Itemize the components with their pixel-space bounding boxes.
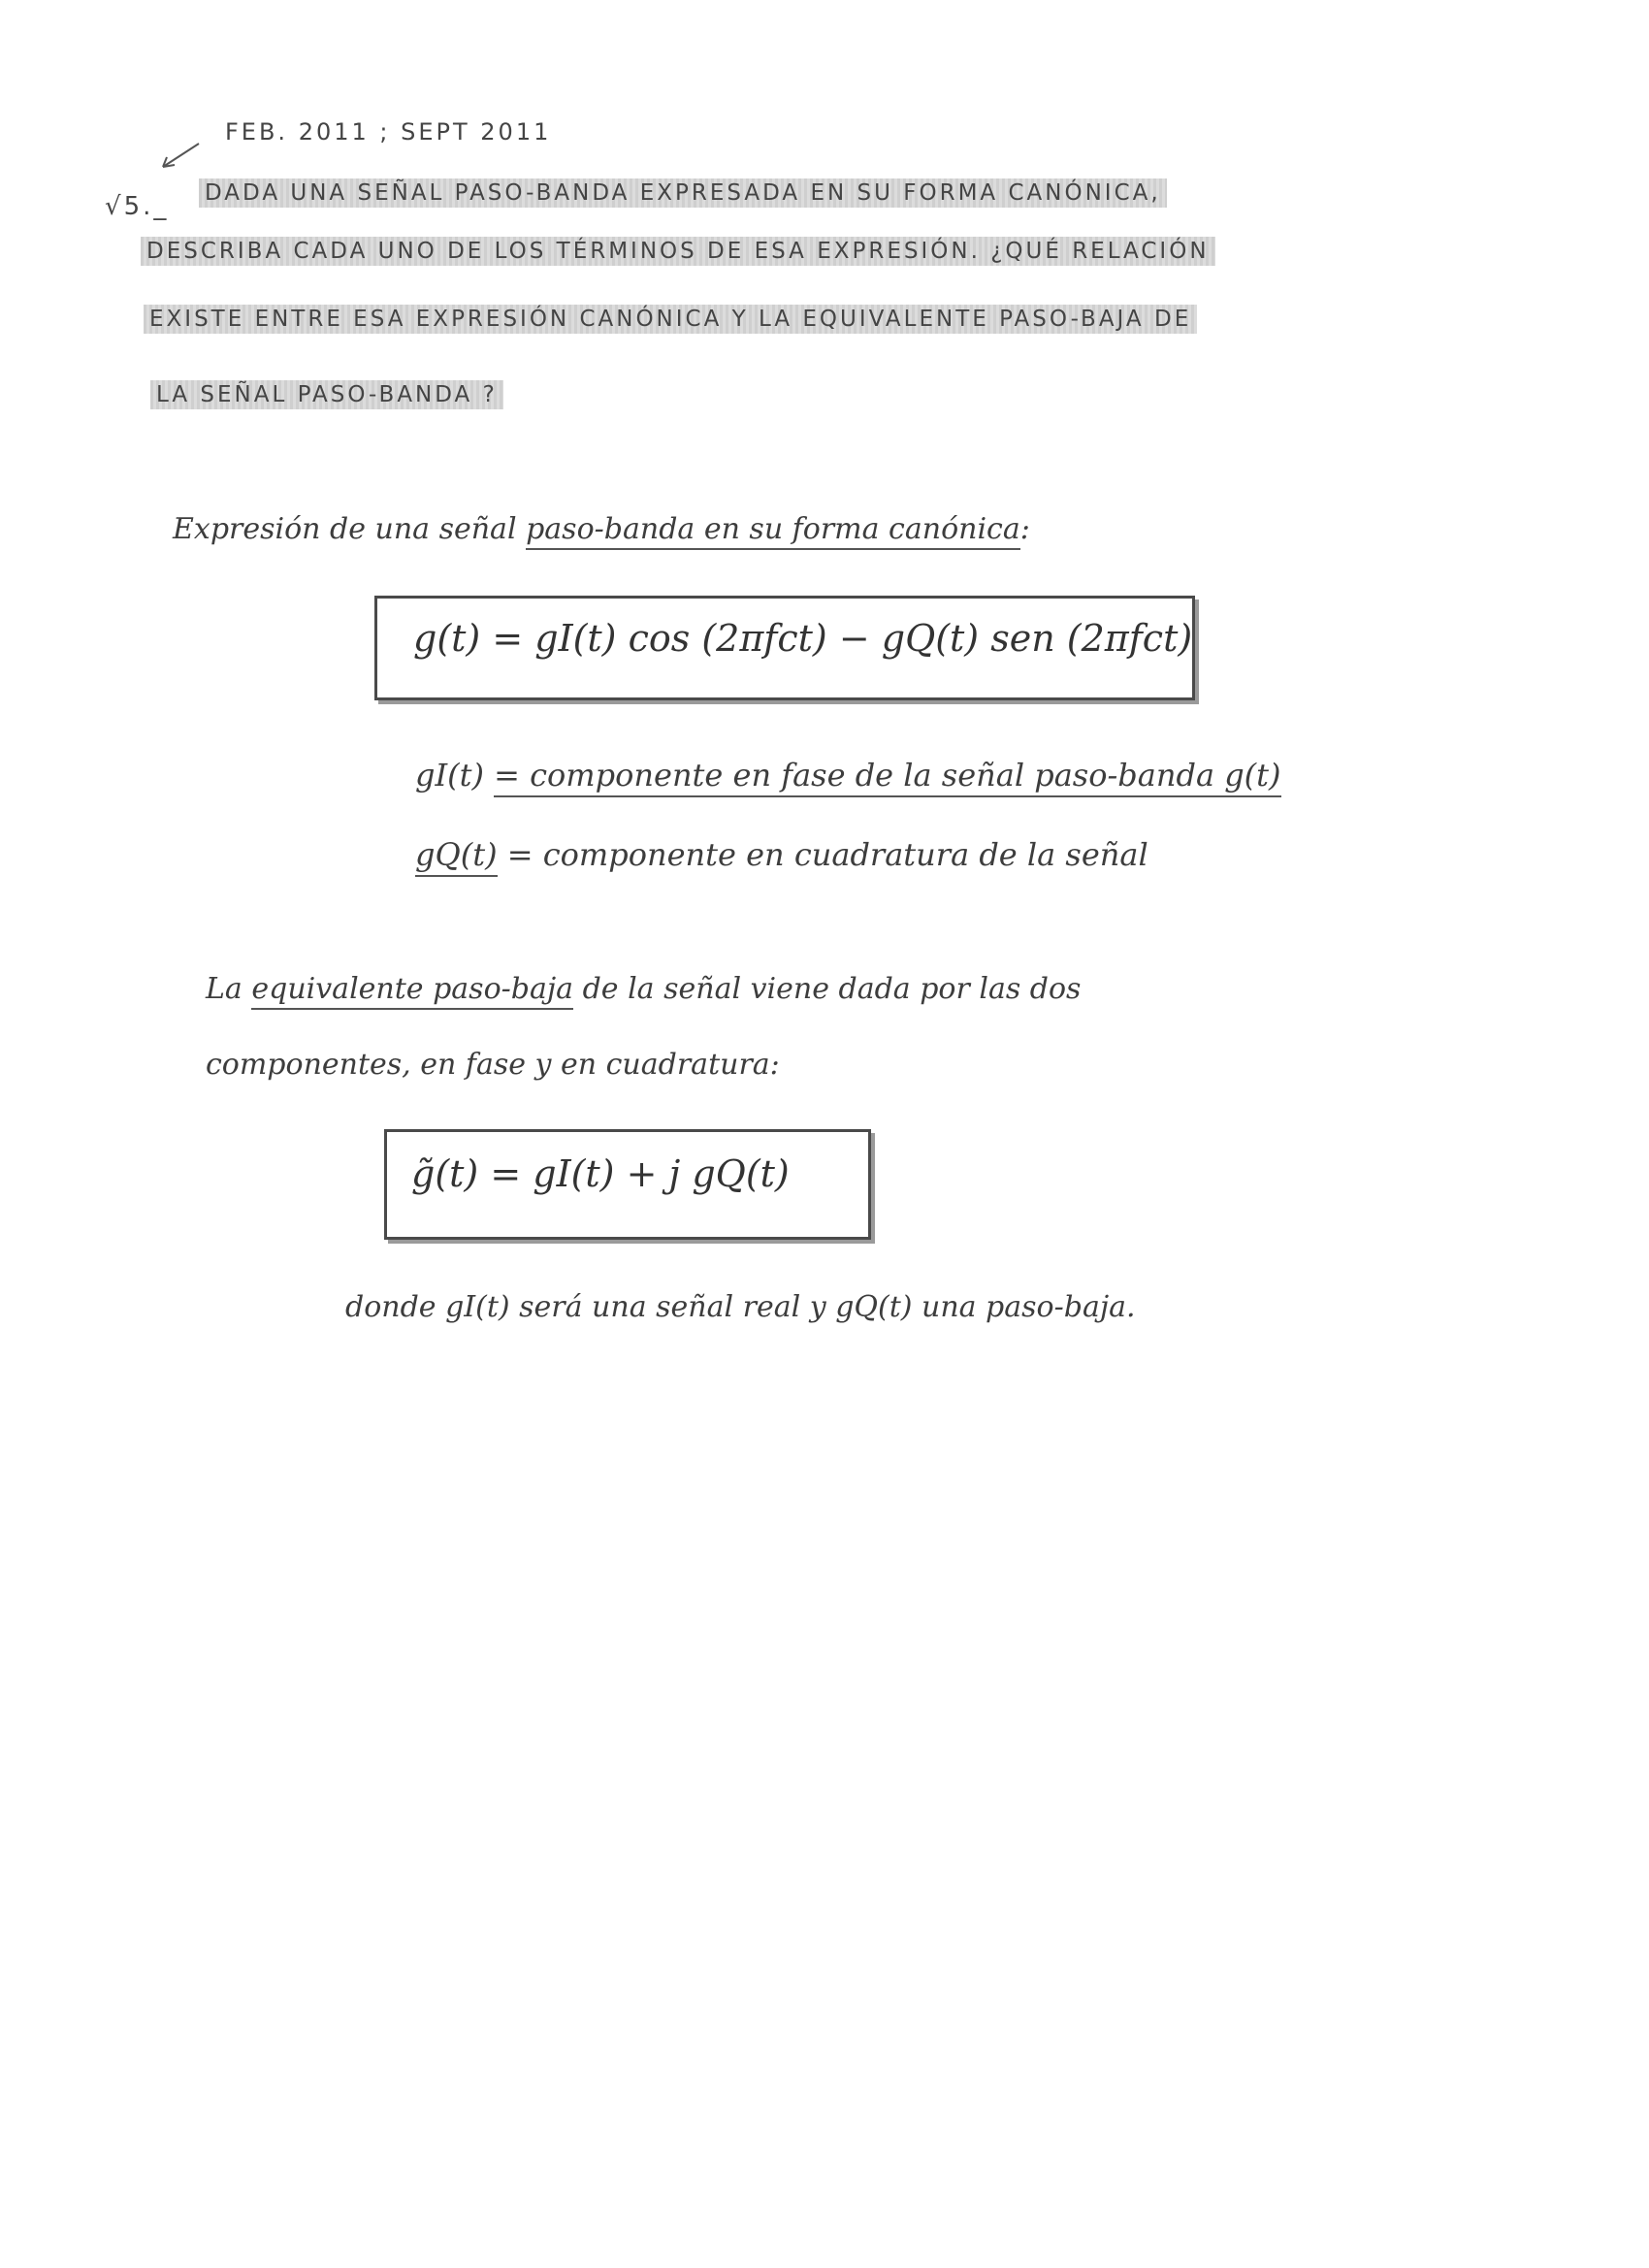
arrow-icon <box>155 136 204 175</box>
answer-intro <box>173 512 1030 546</box>
closing-line: donde gI(t) será una señal real y gQ(t) una paso-baja. <box>345 1290 1136 1324</box>
paragraph-2-underlined: equivalente paso-baja <box>251 972 573 1010</box>
equation-1: g(t) = gI(t) cos (2πfct) − gQ(t) sen (2πfct) <box>413 617 1193 660</box>
definition-2-symbol: gQ(t) <box>415 836 498 877</box>
question-number: √5._ <box>105 192 170 221</box>
question-line-3 <box>144 307 1197 332</box>
answer-intro-prefix: Expresión de una señal <box>173 512 517 546</box>
answer-intro-underlined: paso-banda en su forma canónica <box>526 512 1020 550</box>
definition-2 <box>415 836 1148 873</box>
definition-1-text: = componente en fase de la señal paso-banda g(t) <box>494 757 1280 797</box>
question-line-2-text: DESCRIBA CADA UNO DE LOS TÉRMINOS DE ESA EXPRESIÓN. ¿QUÉ RELACIÓN <box>141 237 1215 266</box>
question-line-3-text: EXISTE ENTRE ESA EXPRESIÓN CANÓNICA Y LA EQUIVALENTE PASO-BAJA DE <box>144 305 1197 334</box>
paragraph-2-prefix: La <box>206 972 242 1006</box>
paragraph-2-line-2: componentes, en fase y en cuadratura: <box>206 1048 780 1082</box>
question-line-1 <box>199 180 1167 206</box>
definition-1-symbol: gI(t) <box>415 757 484 794</box>
question-line-1-text: DADA UNA SEÑAL PASO-BANDA EXPRESADA EN SU FORMA CANÓNICA, <box>199 178 1167 208</box>
answer-intro-suffix: : <box>1019 512 1030 546</box>
equation-2: g̃(t) = gI(t) + j gQ(t) <box>411 1152 790 1195</box>
question-line-4 <box>150 382 503 407</box>
definition-2-text: = componente en cuadratura de la señal <box>506 836 1148 873</box>
header-dates: FEB. 2011 ; SEPT 2011 <box>225 118 552 146</box>
question-line-2 <box>141 239 1215 264</box>
paragraph-2-line-1 <box>206 972 1081 1006</box>
paragraph-2-suffix: de la señal viene dada por las dos <box>582 972 1082 1006</box>
question-line-4-text: LA SEÑAL PASO-BANDA ? <box>150 380 503 409</box>
definition-1 <box>415 757 1281 794</box>
